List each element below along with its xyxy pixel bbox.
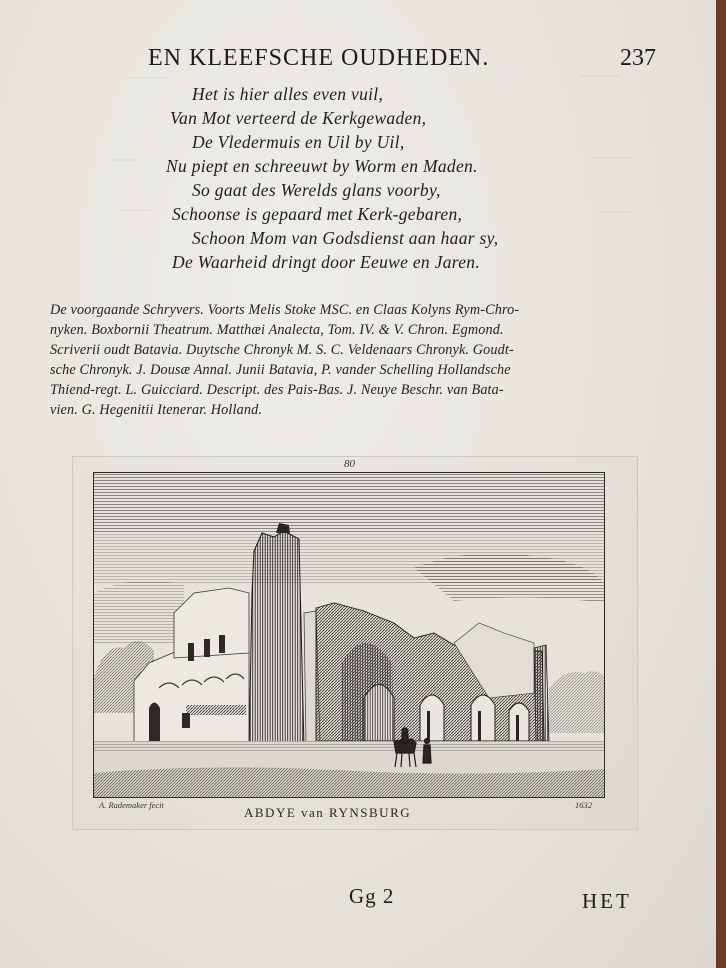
sources-line: vien. G. Hegenitii Itenerar. Holland. (50, 402, 263, 418)
poem-line: Van Mot verteerd de Kerkgewaden, (170, 108, 427, 128)
plate-number: 80 (344, 458, 355, 470)
sources-line: Thiend-regt. L. Guicciard. Descript. des Pais-Bas. J. Neuye Beschr. van Bata- (50, 382, 504, 398)
engraving-illustration (94, 473, 605, 798)
sources-line: De voorgaande Schryvers. Voorts Melis Stoke MSC. en Claas Kolyns Rym-Chro- (50, 302, 520, 318)
engraving-date-mark: 1632 (575, 800, 592, 810)
poem-line: Nu piept en schreeuwt by Worm en Maden. (166, 156, 478, 176)
engraving-caption: ABDYE van RYNSBURG (244, 805, 412, 820)
poem-line: Schoonse is gepaard met Kerk-gebaren, (172, 204, 463, 224)
sources-line: sche Chronyk. J. Dousæ Annal. Junii Batavia, P. vander Schelling Hollandsche (50, 362, 511, 378)
poem-line: De Waarheid dringt door Eeuwe en Jaren. (172, 252, 481, 272)
running-head (0, 45, 716, 75)
poem-line: So gaat des Werelds glans voorby, (192, 180, 441, 200)
poem-line: De Vledermuis en Uil by Uil, (192, 132, 405, 152)
poem-line: Schoon Mom van Godsdienst aan haar sy, (192, 228, 499, 248)
engraving-abbey-ruins (93, 472, 605, 798)
catchword: HET (582, 889, 632, 913)
running-head-title: EN KLEEFSCHE OUDHEDEN. (148, 45, 490, 71)
sources-line: nyken. Boxbornii Theatrum. Matthæi Analecta, Tom. IV. & V. Chron. Egmond. (50, 322, 504, 338)
poem-line: Het is hier alles even vuil, (192, 84, 384, 104)
page-number: 237 (620, 45, 656, 71)
engraving-artist-credit: A. Rademaker fecit (99, 800, 164, 810)
signature-mark: Gg 2 (349, 884, 395, 908)
sources-line: Scriverii oudt Batavia. Duytsche Chronyk M. S. C. Veldenaars Chronyk. Goudt- (50, 342, 514, 358)
